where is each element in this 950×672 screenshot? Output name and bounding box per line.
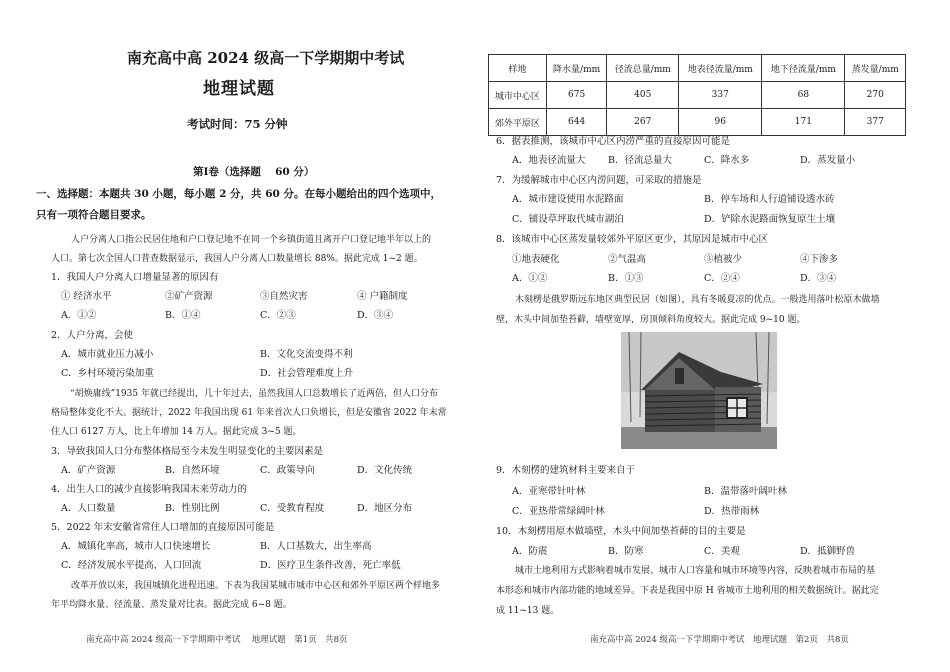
q8-option-4: ④下渗多 bbox=[800, 254, 839, 265]
q8-option-2: ②气温高 bbox=[608, 254, 647, 265]
question-5: 5．2022 年末安徽省常住人口增加的直接原因可能是 bbox=[51, 522, 275, 533]
q3-answer-a: A．矿产资源 bbox=[61, 465, 116, 476]
table-cell: 郊外平原区 bbox=[489, 109, 547, 136]
section-heading: 第Ⅰ卷（选择题 60 分） bbox=[193, 166, 315, 178]
q10-answer-d: D．抵御野兽 bbox=[800, 546, 856, 557]
passage2-line2: 格局整体变化不大。据统计，2022 年我国出现 61 年来首次人口负增长，但是安徽省 2022 年末常 bbox=[51, 408, 447, 418]
q7-answer-c: C．铺设草坪取代城市湖泊 bbox=[512, 214, 624, 225]
q5-answer-a: A．城镇化率高，城市人口快速增长 bbox=[61, 541, 211, 552]
table-cell: 城市中心区 bbox=[489, 82, 547, 109]
q10-answer-a: A．防震 bbox=[512, 546, 548, 557]
q2-answer-a: A．城市就业压力减小 bbox=[61, 349, 154, 360]
q4-answer-c: C．受教育程度 bbox=[260, 503, 325, 514]
table-cell: 405 bbox=[607, 82, 679, 109]
q5-answer-b: B．人口基数大，出生率高 bbox=[260, 541, 372, 552]
table-cell: 68 bbox=[762, 82, 845, 109]
table-row bbox=[489, 109, 906, 136]
table-cell: 377 bbox=[845, 109, 906, 136]
q8-option-1: ①地表硬化 bbox=[512, 254, 560, 265]
question-1: 1．我国人户分离人口增量显著的原因有 bbox=[51, 272, 219, 283]
table-header-cell: 地表径流量/mm bbox=[679, 55, 762, 82]
table-header-cell: 蒸发量/mm bbox=[845, 55, 906, 82]
q8-answer-c: C．②④ bbox=[704, 273, 740, 284]
table-cell: 171 bbox=[762, 109, 845, 136]
passage1-line1: 人户分离人口指公民居住地和户口登记地不在同一个乡镇街道且离开户口登记地半年以上的 bbox=[71, 235, 432, 245]
q1-option-3: ③自然灾害 bbox=[260, 291, 308, 302]
q10-answer-b: B．防寒 bbox=[608, 546, 644, 557]
question-8: 8．该城市中心区蒸发量较郊外平原区更少，其原因是城市中心区 bbox=[496, 234, 769, 245]
table-cell: 644 bbox=[546, 109, 607, 136]
instructions-line2: 只有一项符合题目要求。 bbox=[36, 209, 152, 221]
q3-answer-b: B．自然环境 bbox=[165, 465, 220, 476]
exam-time: 考试时间：75 分钟 bbox=[187, 117, 288, 131]
q2-answer-b: B．文化交流变得不利 bbox=[260, 349, 353, 360]
q4-answer-a: A．人口数量 bbox=[61, 503, 116, 514]
passage2-line3: 住人口 6127 万人，比上年增加 14 万人。据此完成 3~5 题。 bbox=[51, 427, 302, 437]
instructions-line1: 一、选择题：本题共 30 小题，每小题 2 分，共 60 分。在每小题给出的四个选项中， bbox=[36, 188, 441, 200]
q9-answer-d: D．热带雨林 bbox=[704, 506, 760, 517]
q9-answer-b: B．温带落叶阔叶林 bbox=[704, 486, 787, 497]
question-10: 10．木刻楞用原木做墙壁，木头中间加垫苔藓的目的主要是 bbox=[496, 526, 746, 537]
q8-answer-d: D．③④ bbox=[800, 273, 837, 284]
right-page bbox=[475, 0, 950, 672]
question-4: 4．出生人口的减少直接影响我国未来劳动力的 bbox=[51, 484, 248, 495]
passage3-line1: 改革开放以来，我国城镇化进程迅速。下表为我国某城市城市中心区和郊外平原区两个样地多 bbox=[71, 581, 441, 591]
subject-title: 地理试题 bbox=[203, 79, 275, 99]
table-row bbox=[489, 82, 906, 109]
passage5-line1: 城市土地利用方式影响着城市发展、城市人口容量和城市环境等内容，反映着城市布局的基 bbox=[515, 566, 876, 576]
q1-answer-c: C．②③ bbox=[260, 310, 296, 321]
passage4-line2: 壁，木头中间加垫苔藓，墙壁宽厚，房顶倾斜角度较大。据此完成 9~10 题。 bbox=[496, 315, 806, 325]
q1-option-2: ②矿产资源 bbox=[165, 291, 213, 302]
page-footer: 南充高中高 2024 级高一下学期期中考试 地理试题 第2页 共8页 bbox=[590, 635, 849, 645]
q1-answer-b: B．①④ bbox=[165, 310, 201, 321]
q8-option-3: ③植被少 bbox=[704, 254, 743, 265]
passage1-line2: 人口。第七次全国人口普查数据显示，我国人户分离人口数量增长 88%。据此完成 1~2 题。 bbox=[51, 254, 423, 264]
q7-answer-a: A．城市建设使用水泥路面 bbox=[512, 194, 624, 205]
q8-answer-b: B．①③ bbox=[608, 273, 644, 284]
q1-answer-a: A．①② bbox=[61, 310, 97, 321]
table-cell: 675 bbox=[546, 82, 607, 109]
q1-option-1: ① 经济水平 bbox=[61, 291, 112, 302]
table-header-cell: 地下径流量/mm bbox=[762, 55, 845, 82]
table-cell: 96 bbox=[679, 109, 762, 136]
q10-answer-c: C．美观 bbox=[704, 546, 740, 557]
q3-answer-d: D．文化传统 bbox=[357, 465, 413, 476]
q6-answer-b: B．径流总量大 bbox=[608, 155, 672, 166]
table-cell: 270 bbox=[845, 82, 906, 109]
q8-answer-a: A．①② bbox=[512, 273, 548, 284]
table-header-cell: 样地 bbox=[489, 55, 547, 82]
passage2-line1: “胡焕庸线”1935 年就已经提出，几十年过去，虽然我国人口总数增长了近两倍，但人口分布 bbox=[70, 389, 438, 399]
q9-answer-c: C．亚热带常绿阔叶林 bbox=[512, 506, 605, 517]
q1-answer-d: D．③④ bbox=[357, 310, 394, 321]
q9-answer-a: A．亚寒带针叶林 bbox=[512, 486, 586, 497]
q5-answer-c: C．经济发展水平提高，人口回流 bbox=[61, 560, 202, 571]
q1-option-4: ④ 户籍制度 bbox=[357, 291, 408, 302]
question-7: 7．为缓解城市中心区内涝问题，可采取的措施是 bbox=[496, 175, 702, 186]
question-6: 6．据表推测，该城市中心区内涝严重的直接原因可能是 bbox=[496, 136, 731, 147]
log-cabin-photo bbox=[621, 332, 777, 449]
q5-answer-d: D．医疗卫生条件改善，死亡率低 bbox=[260, 560, 401, 571]
table-header-row bbox=[489, 55, 906, 82]
table-cell: 337 bbox=[679, 82, 762, 109]
passage3-line2: 年平均降水量、径流量、蒸发量对比表。据此完成 6~8 题。 bbox=[51, 600, 292, 610]
q3-answer-c: C．政策导向 bbox=[260, 465, 315, 476]
q7-answer-d: D．铲除水泥路面恢复原生土壤 bbox=[704, 214, 836, 225]
runoff-data-table bbox=[488, 54, 906, 136]
q7-answer-b: B．停车场和人行道铺设透水砖 bbox=[704, 194, 835, 205]
question-9: 9．木刻楞的建筑材料主要来自于 bbox=[496, 465, 636, 476]
passage4-line1: 木刻楞是俄罗斯远东地区典型民居（如图），具有冬暖夏凉的优点。一般选用落叶松原木做墙 bbox=[515, 295, 880, 305]
table-header-cell: 径流总量/mm bbox=[607, 55, 679, 82]
passage5-line3: 成 11~13 题。 bbox=[496, 606, 560, 616]
q6-answer-a: A．地表径流量大 bbox=[512, 155, 586, 166]
question-3: 3．导致我国人口分布整体格局至今未发生明显变化的主要因素是 bbox=[51, 446, 324, 457]
page-footer: 南充高中高 2024 级高一下学期期中考试 地理试题 第1页 共8页 bbox=[86, 635, 348, 645]
table-cell: 267 bbox=[607, 109, 679, 136]
q4-answer-d: D．地区分布 bbox=[357, 503, 413, 514]
passage5-line2: 本形态和城市内部功能的地域差异。下表是我国中原 H 省城市土地利用的相关数据统计。据此完 bbox=[496, 586, 879, 596]
table-header-cell: 降水量/mm bbox=[546, 55, 607, 82]
q6-answer-d: D．蒸发量小 bbox=[800, 155, 856, 166]
q2-answer-c: C．乡村环境污染加重 bbox=[61, 368, 154, 379]
q6-answer-c: C．降水多 bbox=[704, 155, 750, 166]
exam-title: 南充高中高 2024 级高一下学期期中考试 bbox=[127, 49, 405, 67]
question-2: 2．人户分离，会使 bbox=[51, 330, 134, 341]
q2-answer-d: D．社会管理难度上升 bbox=[260, 368, 354, 379]
q4-answer-b: B．性别比例 bbox=[165, 503, 220, 514]
